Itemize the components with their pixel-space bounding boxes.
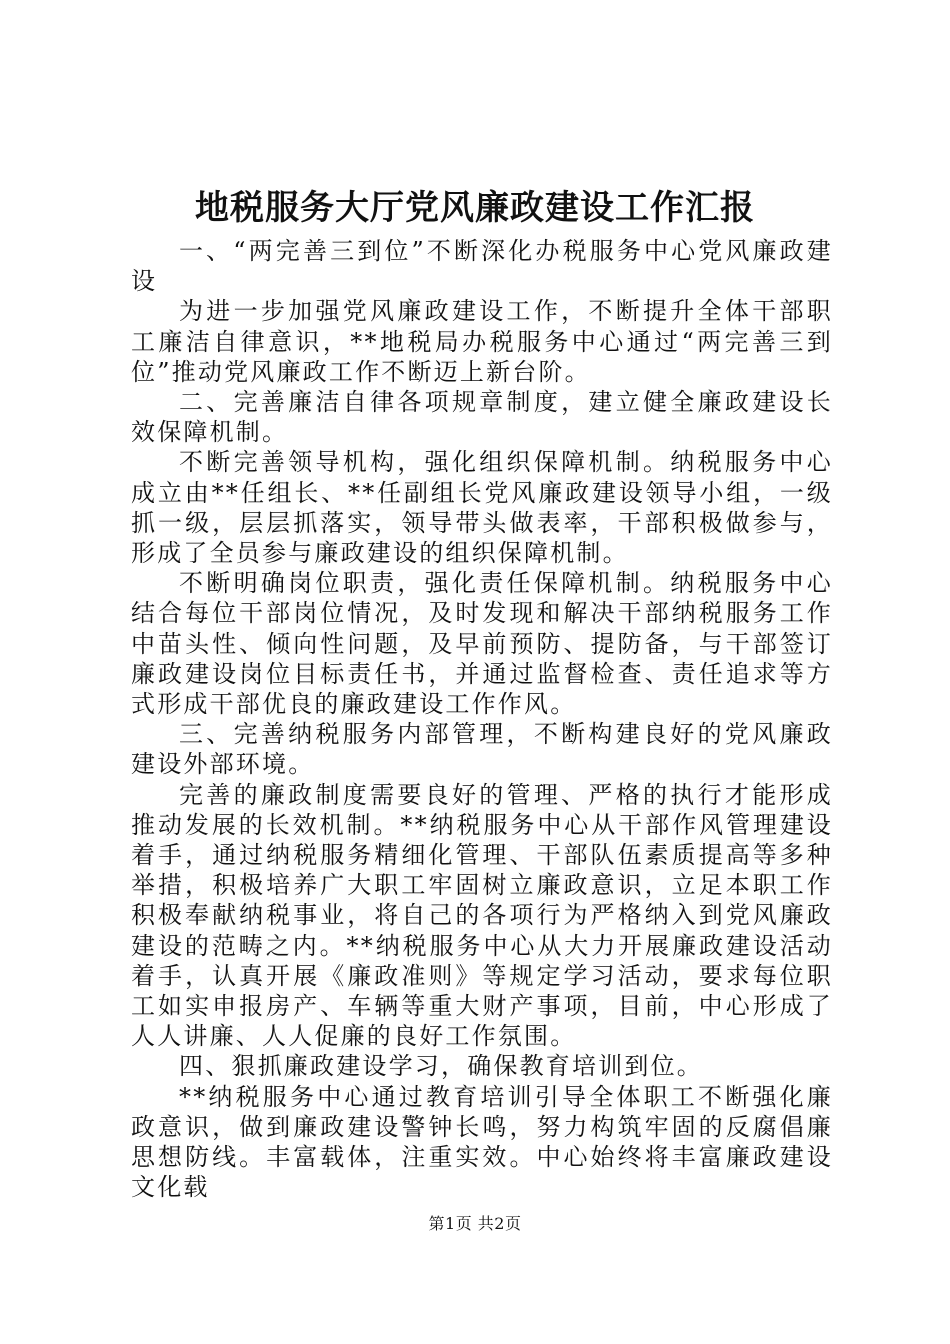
paragraph-heading-1: 一、“两完善三到位”不断深化办税服务中心党风廉政建设 (131, 237, 833, 296)
paragraph: 不断完善领导机构，强化组织保障机制。纳税服务中心成立由**任组长、**任副组长党风廉政建设领导小组，一级抓一级，层层抓落实，领导带头做表率，干部积极做参与，形成了全员参与廉政建设的组织保障机制。 (131, 448, 833, 568)
paragraph-heading-4: 四、狠抓廉政建设学习，确保教育培训到位。 (179, 1052, 703, 1081)
paragraph: 完善的廉政制度需要良好的管理、严格的执行才能形成推动发展的长效机制。**纳税服务中心从干部作风管理建设着手，通过纳税服务精细化管理、干部队伍素质提高等多种举措，积极培养广大职工牢固树立廉政意识，立足本职工作积极奉献纳税事业，将自己的各项行为严格纳入到党风廉政建设的范畴之内。**纳税服务中心从大力开展廉政建设活动着手，认真开展《廉政准则》等规定学习活动，要求每位职工如实申报房产、车辆等重大财产事项，目前，中心形成了人人讲廉、人人促廉的良好工作氛围。 (131, 780, 833, 1051)
paragraph-heading-2: 二、完善廉洁自律各项规章制度，建立健全廉政建设长效保障机制。 (131, 388, 833, 447)
document-body (131, 236, 833, 1203)
paragraph: 不断明确岗位职责，强化责任保障机制。纳税服务中心结合每位干部岗位情况，及时发现和解决干部纳税服务工作中苗头性、倾向性问题，及早前预防、提防备，与干部签订廉政建设岗位目标责任书，并通过监督检查、责任追求等方式形成干部优良的廉政建设工作作风。 (131, 569, 833, 719)
page-number-footer: 第1页 共2页 (428, 1214, 522, 1233)
paragraph: **纳税服务中心通过教育培训引导全体职工不断强化廉政意识，做到廉政建设警钟长鸣，努力构筑牢固的反腐倡廉思想防线。丰富载体，注重实效。中心始终将丰富廉政建设文化载 (131, 1082, 833, 1202)
paragraph: 为进一步加强党风廉政建设工作，不断提升全体干部职工廉洁自律意识，**地税局办税服务中心通过“两完善三到位”推动党风廉政工作不断迈上新台阶。 (131, 297, 833, 386)
document-title: 地税服务大厅党风廉政建设工作汇报 (195, 188, 755, 228)
paragraph-heading-3: 三、完善纳税服务内部管理，不断构建良好的党风廉政建设外部环境。 (131, 720, 833, 779)
